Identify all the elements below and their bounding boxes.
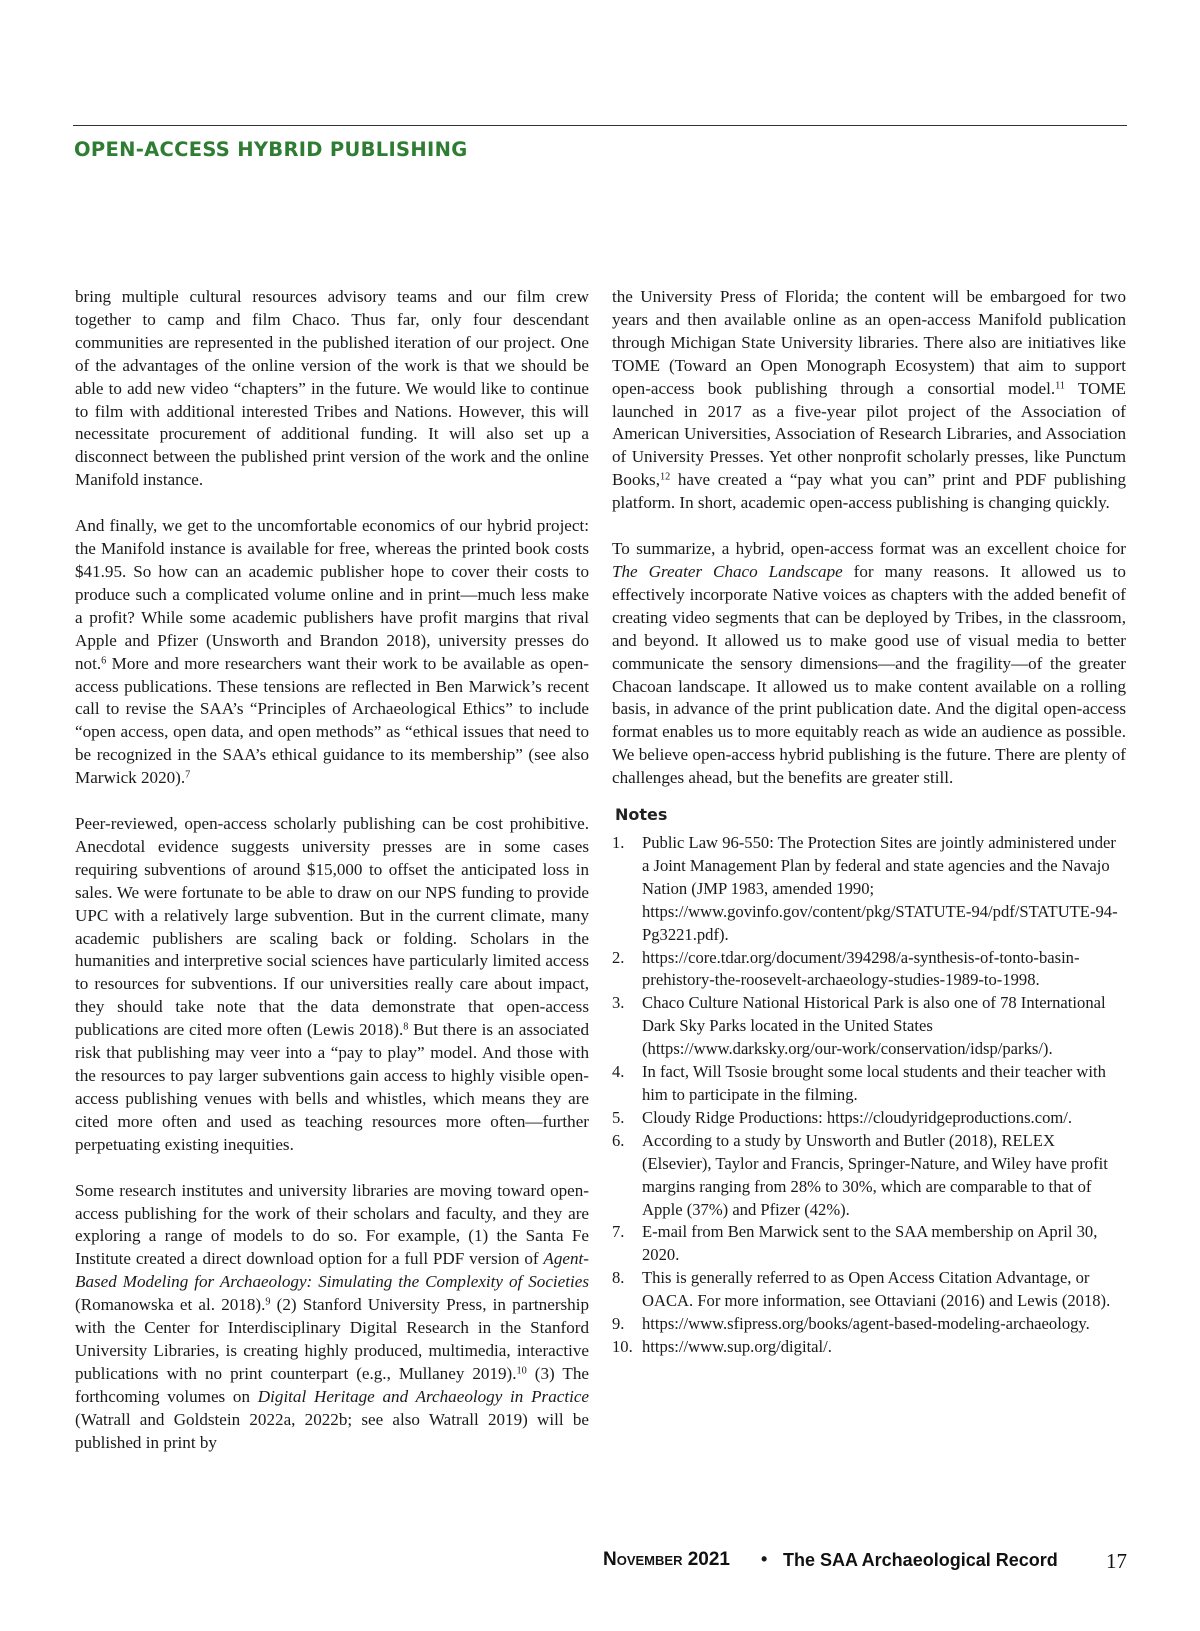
book-title: The Greater Chaco Landscape bbox=[612, 561, 843, 581]
footnote-ref[interactable]: 9 bbox=[265, 1296, 271, 1308]
book-title: Digital Heritage and Archaeology in Practice bbox=[257, 1386, 590, 1406]
note-item: 2. https://core.tdar.org/document/394298/a-synthesis-of-tonto-basin-prehistory-the-roosevelt-archaeology-studies-1989-to-1998. bbox=[612, 947, 1080, 990]
notes-heading: Notes bbox=[615, 805, 668, 825]
footnote-ref[interactable]: 12 bbox=[659, 471, 671, 483]
right-column bbox=[612, 286, 1126, 1359]
footnote-ref[interactable]: 10 bbox=[516, 1365, 527, 1377]
note-link[interactable]: https://www.sfipress.org/books/agent-based-modeling-archaeology. bbox=[642, 1314, 1090, 1334]
page-footer bbox=[603, 1549, 1127, 1575]
note-item: 4. In fact, Will Tsosie brought some local students and their teacher with him to participate in the filming. bbox=[612, 1062, 1106, 1104]
note-item: 5. Cloudy Ridge Productions: https://cloudyridgeproductions.com/. bbox=[612, 1107, 1073, 1127]
note-item: 6. According to a study by Unsworth and Butler (2018), RELEX (Elsevier), Taylor and Francis, Springer-Nature, and Wiley have profit margins ranging from 28% to 30%, which are comparable to that of Apple (37%) and Pfizer (42%). bbox=[612, 1130, 1108, 1219]
footnote-ref[interactable]: 7 bbox=[185, 769, 191, 781]
footnote-ref[interactable]: 11 bbox=[1055, 379, 1065, 391]
paragraph: To summarize, a hybrid, open-access format was an excellent choice for The Greater Chaco Landscape for many reasons. It allowed us to effectively incorporate Native voices as chapters with the added benefit of creating video segments that can be deployed by Tribes, in the classroom, and beyond. It allowed us to make good use of visual media to better communicate the sensory dimensions—and the fragility—of the greater Chacoan landscape. It allowed us to make content available on a rolling basis, in advance of the print publication date. And the digital open-access format enables us to more equitably reach as wide an audience as possible. We believe open-access hybrid publishing is the future. There are plenty of challenges ahead, but the benefits are greater still. bbox=[612, 539, 1126, 788]
note-item: 8. This is generally referred to as Open Access Citation Advantage, or OACA. For more information, see Ottaviani (2016) and Lewis (2018). bbox=[612, 1268, 1111, 1311]
paragraph: Peer-reviewed, open-access scholarly publishing can be cost prohibitive. Anecdotal evidence suggests university presses are in some cases requiring subventions of around $15,000 to offset the anticipated loss in sales. We were fortunate to be able to draw on our NPS funding to provide UPC with a relatively large subvention. But in the current climate, many academic publishers are scaling back or folding. Scholars in the humanities and interpretive social sciences have particularly limited access to resources for subventions. If our universities really care about impact, they should take note that the data demonstrate that open-access publications are cited more often (Lewis 2018).$^8$ But there is an associated risk that publishing may veer into a “pay to play” model. And those with the resources to pay larger subventions gain access to highly visible open-access publishing venues with bells and whistles, which means they are cited more often and used as teaching resources more often—further perpetuating existing inequities. bbox=[75, 814, 589, 1154]
note-item: 1. Public Law 96-550: The Protection Sites are jointly administered under a Joint Management Plan by federal and state agencies and the Navajo Nation (JMP 1983, amended 1990; https://www.govinfo.gov/content/pkg/STATUTE-94/pdf/STATUTE-94-Pg3221.pdf). bbox=[612, 833, 1118, 944]
separator-bullet: • bbox=[761, 1549, 768, 1569]
header-rule bbox=[73, 125, 1127, 126]
note-item: 9. https://www.sfipress.org/books/agent-based-modeling-archaeology. bbox=[612, 1314, 1090, 1334]
note-item: 7. E-mail from Ben Marwick sent to the SAA membership on April 30, 2020. bbox=[612, 1222, 1098, 1265]
notes-list bbox=[612, 832, 1126, 1359]
note-link[interactable]: https://core.tdar.org/document/394298/a-synthesis-of-tonto-basin-prehistory-the-roosevelt-archaeology-studies-1989-to-1998. bbox=[642, 947, 1080, 990]
section-title: OPEN-ACCESS HYBRID PUBLISHING bbox=[74, 138, 468, 161]
issue-date: November 2021 bbox=[603, 1549, 730, 1570]
note-link[interactable]: https://www.sup.org/digital/. bbox=[642, 1336, 832, 1356]
footnote-ref[interactable]: 6 bbox=[101, 654, 107, 666]
note-item: 3. Chaco Culture National Historical Park is also one of 78 International Dark Sky Parks located in the United States (https://www.darksky.org/our-work/conservation/idsp/parks/). bbox=[612, 993, 1106, 1059]
note-item: 10. https://www.sup.org/digital/. bbox=[612, 1336, 832, 1356]
paragraph: Some research institutes and university libraries are moving toward open-access publishing for the work of their scholars and faculty, and they are exploring a range of models to do so. For example, (1) the Santa Fe Institute created a direct download option for a full PDF version of Agent-Based Modeling for Archaeology: Simulating the Complexity of Societies (Romanowska et al. 2018).$^9$ (2) Stanford University Press, in partnership with the Center for Interdisciplinary Digital Research in the Stanford University Libraries, is creating highly produced, multimedia, interactive publications with no print counterpart (e.g., Mullaney 2019).$^{10}$ (3) The forthcoming volumes on Digital Heritage and Archaeology in Practice (Watrall and Goldstein 2022a, 2022b; see also Watrall 2019) will be published in print by bbox=[75, 1180, 590, 1452]
footnote-ref[interactable]: 8 bbox=[403, 1021, 409, 1033]
page-number: 17 bbox=[1106, 1549, 1127, 1573]
journal-title: The SAA Archaeological Record bbox=[783, 1550, 1058, 1570]
left-column bbox=[75, 286, 589, 1478]
paragraph: the University Press of Florida; the content will be embargoed for two years and then available online as an open-access Manifold publication through Michigan State University libraries. There also are initiatives like TOME (Toward an Open Monograph Ecosystem) that aim to support open-access book publishing through a consortial model.$^{11}$ TOME launched in 2017 as a five-year pilot project of the Association of American Universities, Association of Research Libraries, and Association of University Presses. Yet other nonprofit scholarly presses, like Punctum Books,$^{12}$ have created a “pay what you can” print and PDF publishing platform. In short, academic open-access publishing is changing quickly. bbox=[612, 287, 1126, 513]
paragraph: And finally, we get to the uncomfortable economics of our hybrid project: the Manifold instance is available for free, whereas the printed book costs $41.95. So how can an academic publisher hope to cover their costs to produce such a complicated volume online and in print—much less make a profit? While some academic publishers have profit margins that rival Apple and Pfizer (Unsworth and Brandon 2018), university presses do not.$^6$ More and more researchers want their work to be available as open-access publications. These tensions are reflected in Ben Marwick’s recent call to revise the SAA’s “Principles of Archaeological Ethics” to include “open access, open data, and open methods” as “ethical issues that need to be recognized in the SAA’s ethical guidance to its membership” (see also Marwick 2020).$^7$ bbox=[75, 516, 589, 788]
paragraph: bring multiple cultural resources advisory teams and our film crew together to camp and film Chaco. Thus far, only four descendant communities are represented in the published iteration of our project. One of the advantages of the online version of the work is that we should be able to add new video “chapters” in the future. We would like to continue to film with additional interested Tribes and Nations. However, this will necessitate procurement of additional funding. It will also set up a disconnect between the published print version of the work and the online Manifold instance. bbox=[75, 287, 589, 490]
book-title: Agent-Based Modeling for Archaeology: Simulating the Complexity of Societies bbox=[75, 1249, 589, 1292]
